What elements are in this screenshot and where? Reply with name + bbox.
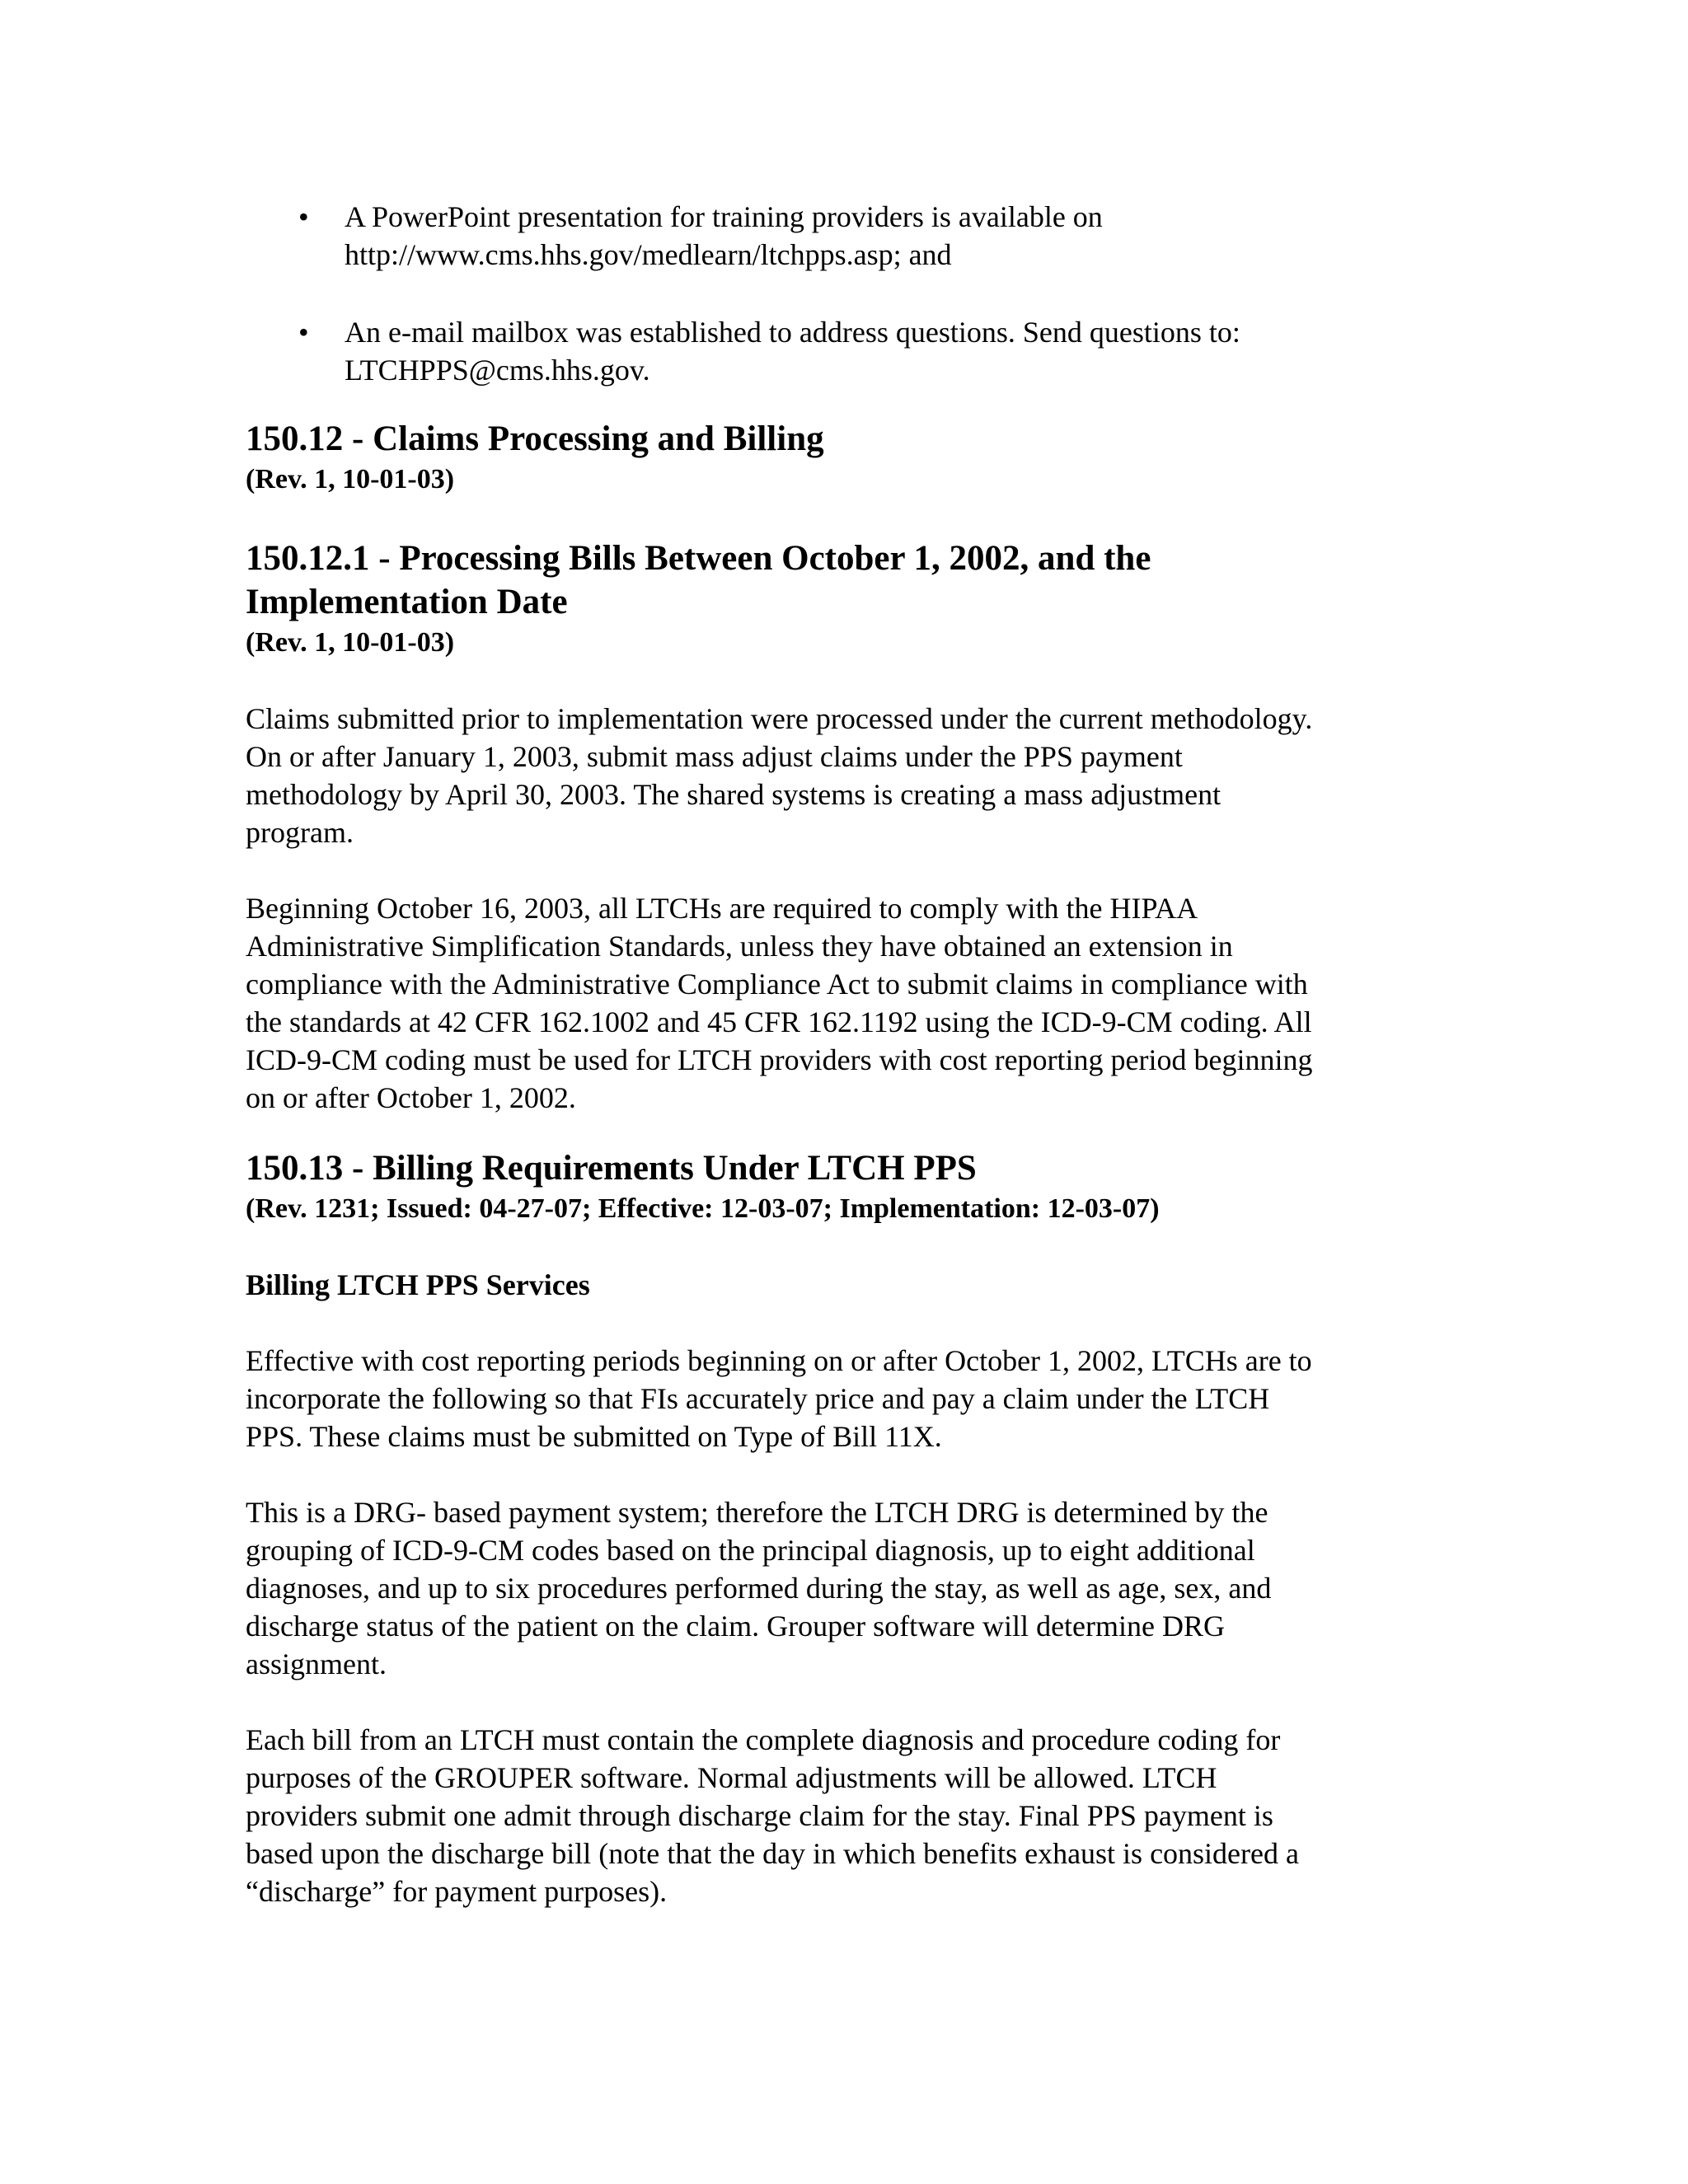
paragraph-line: methodology by April 30, 2003. The shared systems is creating a mass adjustment xyxy=(246,778,1221,811)
paragraph-line: Claims submitted prior to implementation were processed under the current methodology. xyxy=(246,702,1313,735)
paragraph-each-bill xyxy=(246,1721,1457,1910)
bullet-dot-icon: • xyxy=(298,316,309,349)
paragraph-drg xyxy=(246,1493,1457,1683)
paragraph-line: providers submit one admit through discharge claim for the stay. Final PPS payment is xyxy=(246,1799,1273,1832)
bullet-list xyxy=(246,198,1457,389)
paragraph-line: This is a DRG- based payment system; therefore the LTCH DRG is determined by the xyxy=(246,1496,1268,1529)
bullet-item-email xyxy=(246,313,1457,389)
bullet-line: A PowerPoint presentation for training providers is available on xyxy=(345,200,1103,233)
paragraph-line: ICD-9-CM coding must be used for LTCH providers with cost reporting period beginning xyxy=(246,1043,1313,1076)
paragraph-line: diagnoses, and up to six procedures performed during the stay, as well as age, sex, and xyxy=(246,1572,1272,1605)
bullet-line: LTCHPPS@cms.hhs.gov. xyxy=(345,354,650,387)
bullet-line: http://www.cms.hhs.gov/medlearn/ltchpps.asp; and xyxy=(345,238,952,271)
revision-note: (Rev. 1, 10-01-03) xyxy=(246,627,455,658)
bullet-line: An e-mail mailbox was established to address questions. Send questions to: xyxy=(345,316,1240,349)
paragraph-line: “discharge” for payment purposes). xyxy=(246,1875,668,1908)
paragraph-line: purposes of the GROUPER software. Normal adjustments will be allowed. LTCH xyxy=(246,1761,1217,1794)
paragraph-claims-submitted xyxy=(246,700,1457,851)
revision-note: (Rev. 1, 10-01-03) xyxy=(246,464,455,494)
paragraph-line: Each bill from an LTCH must contain the complete diagnosis and procedure coding for xyxy=(246,1723,1281,1756)
paragraph-line: Effective with cost reporting periods beginning on or after October 1, 2002, LTCHs are to xyxy=(246,1344,1312,1377)
section-title-line: Implementation Date xyxy=(246,583,568,621)
paragraph-line: assignment. xyxy=(246,1647,387,1680)
section-title: 150.13 - Billing Requirements Under LTCH PPS xyxy=(246,1149,977,1188)
page-content xyxy=(246,198,1457,1948)
bullet-item-powerpoint xyxy=(246,198,1457,274)
paragraph-line: based upon the discharge bill (note that the day in which benefits exhaust is considered a xyxy=(246,1837,1299,1870)
paragraph-line: grouping of ICD-9-CM codes based on the principal diagnosis, up to eight additional xyxy=(246,1534,1255,1567)
paragraph-line: Beginning October 16, 2003, all LTCHs are required to comply with the HIPAA xyxy=(246,892,1198,925)
subheading-billing-services: Billing LTCH PPS Services xyxy=(246,1268,590,1301)
paragraph-line: On or after January 1, 2003, submit mass adjust claims under the PPS payment xyxy=(246,740,1183,773)
paragraph-line: compliance with the Administrative Compliance Act to submit claims in compliance with xyxy=(246,968,1308,1001)
revision-note: (Rev. 1231; Issued: 04-27-07; Effective: 12-03-07; Implementation: 12-03-07) xyxy=(246,1193,1160,1224)
paragraph-line: Administrative Simplification Standards, unless they have obtained an extension in xyxy=(246,930,1233,963)
paragraph-effective xyxy=(246,1342,1457,1455)
section-150-13 xyxy=(246,1146,1457,1910)
bullet-dot-icon: • xyxy=(298,200,309,233)
paragraph-line: PPS. These claims must be submitted on Type of Bill 11X. xyxy=(246,1420,942,1453)
paragraph-line: discharge status of the patient on the claim. Grouper software will determine DRG xyxy=(246,1610,1225,1643)
paragraph-hipaa xyxy=(246,889,1457,1117)
section-title: 150.12 - Claims Processing and Billing xyxy=(246,419,824,458)
paragraph-line: on or after October 1, 2002. xyxy=(246,1081,576,1114)
paragraph-line: incorporate the following so that FIs accurately price and pay a claim under the LTCH xyxy=(246,1382,1270,1415)
section-150-12 xyxy=(246,417,1457,499)
paragraph-line: program. xyxy=(246,816,354,849)
section-150-12-1 xyxy=(246,537,1457,1117)
section-title-line: 150.12.1 - Processing Bills Between October 1, 2002, and the xyxy=(246,539,1151,578)
paragraph-line: the standards at 42 CFR 162.1002 and 45 CFR 162.1192 using the ICD-9-CM coding. All xyxy=(246,1005,1312,1038)
